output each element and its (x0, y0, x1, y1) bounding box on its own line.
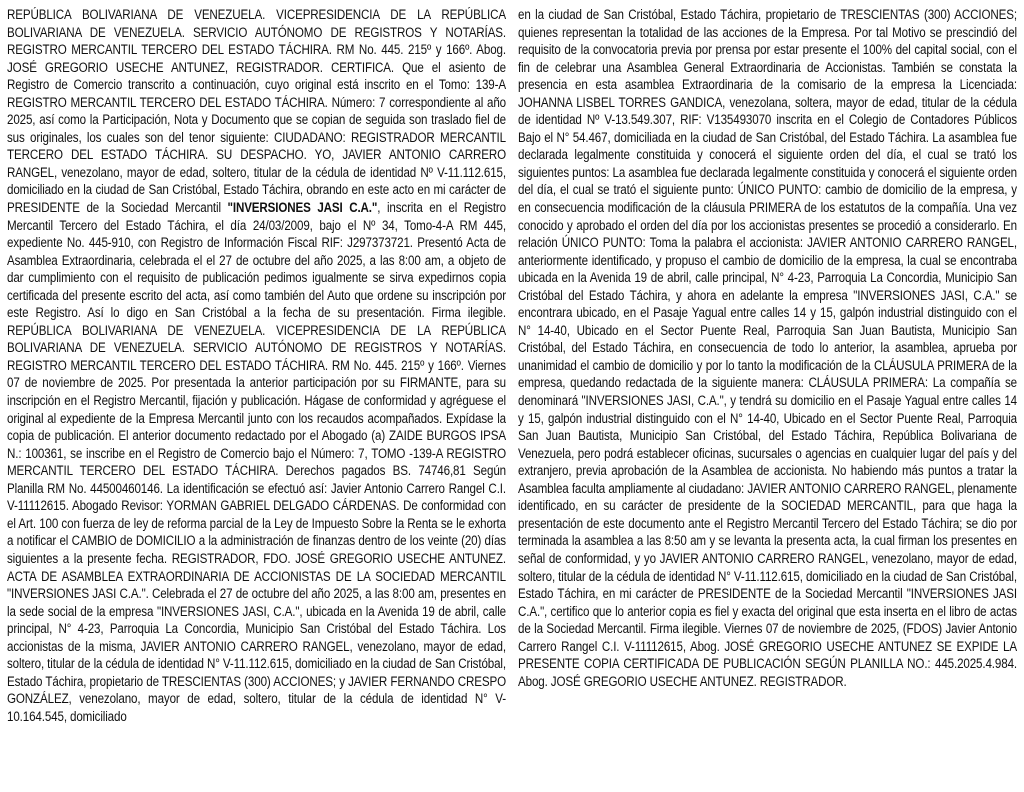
right-column-text: en la ciudad de San Cristóbal, Estado Táchira, propietario de TRESCIENTAS (300) ACCIONES; quienes representan la totalidad de las acciones de la Empresa. Por tal Motivo se prescindió del requisito de la convocatoria previa por prensa por estar presente el 100% del capital social, con el fin de celebrar una Asamblea General Extraordinaria de Accionistas. También se constata la presencia en esta asamblea Extraordinaria de la comisario de la empresa la Licenciada: JOHANNA LISBEL TORRES GANDICA, venezolana, soltera, mayor de edad, titular de la cédula de identidad Nº V-13.549.307, RIF: V135493070 inscrita en el Colegio de Contadores Públicos Bajo el N° 54.467, domiciliada en la ciudad de San Cristóbal, del Estado Táchira. La asamblea fue declarada legalmente constituida y conocerá el siguiente orden del día, el cual se trató los siguientes puntos: La asamblea fue declarada legalmente constituida y conocerá el siguiente orden del día, el cual se trató el siguiente punto: ÚNICO PUNTO: cambio de domicilio de la empresa, y en consecuencia modificación de la cláusula PRIMERA de los estatutos de la compañía. Una vez conocido y aprobado el orden del día por los accionistas presentes se procedió a considerarlo. En relación ÚNICO PUNTO: Toma la palabra el accionista: JAVIER ANTONIO CARRERO RANGEL, anteriormente identificado, y propuso el cambio de domicilio de la empresa, la cual se encontraba ubicada en la Avenida 19 de abril, calle principal, N° 4-23, Parroquia La Concordia, Municipio San Cristóbal del Estado Táchira, y ahora en adelante la empresa "INVERSIONES JASI, C.A." se encontrara ubicado, en el Pasaje Yagual entre calles 14 y 15, galpón industrial distinguido con el N° 14-40, Ubicado en el Sector Puente Real, Parroquia San Juan Bautista, Municipio San Cristóbal, del Estado Táchira, en consecuencia de todo lo anterior, la asamblea, aprueba por unanimidad el cambio de domicilio y por lo tanto la modificación de la CLÁUSULA PRIMERA de la empresa, quedando redactada de la siguiente manera: CLÁUSULA PRIMERA: La compañía se denominará "INVERSIONES JASI, C.A.", y tendrá su domicilio en el Pasaje Yagual entre calles 14 y 15, galpón industrial distinguido con el N° 14-40, Ubicado en el Sector Puente Real, Parroquia San Juan Bautista, Municipio San Cristóbal, del Estado Táchira, República Bolivariana de Venezuela, pero podrá establecer oficinas, sucursales o agencias en cualquier lugar del país y del extranjero, previa aprobación de la Asamblea de accionista. No habiendo más puntos a tratar la Asamblea faculta ampliamente al ciudadano: JAVIER ANTONIO CARRERO RANGEL, plenamente identificado, en su carácter de presidente de la SOCIEDAD MERCANTIL, para que haga la presentación de este documento ante el Registro Mercantil Tercero del Estado Táchira; se dio por terminada la asamblea a las 8:50 am y se levanta la presenta acta, la cual firman los presentes en señal de conformidad, y yo JAVIER ANTONIO CARRERO RANGEL, venezolano, mayor de edad, soltero, titular de la cédula de identidad N° V-11.112.615, domiciliado en la ciudad de San Cristóbal, Estado Táchira, en mi carácter de PRESIDENTE de la Sociedad Mercantil "INVERSIONES JASI C.A.", certifico que lo anterior copia es fiel y exacta del original que esta inserta en el libro de actas de la Sociedad Mercantil. Firma ilegible. Viernes 07 de noviembre de 2025, (FDOS) Javier Antonio Carrero Rangel C.I. V-11112615, Abog. JOSÉ GREGORIO USECHE ANTUNEZ SE EXPIDE LA PRESENTE COPIA CERTIFICADA DE PUBLICACIÓN SEGÚN PLANILLA NO.: 445.2025.4.984. Abog. JOSÉ GREGORIO USECHE ANTUNEZ. REGISTRADOR. (518, 7, 1017, 689)
company-name-bold: "INVERSIONES JASI C.A." (227, 200, 378, 216)
left-column-text (7, 6, 506, 725)
left-text-part-2: , inscrita en el Registro Mercantil Tercero del Estado Táchira, el día 24/03/2009, bajo el Nº 34, Tomo-4-A RM 445, expediente No. 445-910, con Registro de Información Fiscal RIF: J297373721. Presentó Acta de Asamblea Extraordinaria, celebrada el el 27 de octubre del año 2025, a las 8:00 am, a objeto de dar cumplimiento con el requisito de publicación pedimos igualmente se sirva expedirnos copia certificada del presente escrito del acta, así como también del Auto que ordene su inscripción por este Registro. Así lo digo en San Cristóbal a la fecha de su presentación. Firma ilegible. REPÚBLICA BOLIVARIANA DE VENEZUELA. VICEPRESIDENCIA DE LA REPÚBLICA BOLIVARIANA DE VENEZUELA. SERVICIO AUTÓNOMO DE REGISTROS Y NOTARÍAS. REGISTRO MERCANTIL TERCERO DEL ESTADO TÁCHIRA. RM No. 445. 215º y 166º. Viernes 07 de noviembre de 2025. Por presentada la anterior participación por su FIRMANTE, para su inscripción en el Registro Mercantil, fijación y publicación. Hágase de conformidad y agréguese el original al expediente de la Empresa Mercantil junto con los recaudos acompañados. Expídase la copia de publicación. El anterior documento redactado por el Abogado (a) ZAIDE BURGOS IPSA N.: 100361, se inscribe en el Registro de Comercio bajo el Número: 7, TOMO -139-A REGISTRO MERCANTIL TERCERO DEL ESTADO TÁCHIRA. Derechos pagados BS. 74746,81 Según Planilla RM No. 44500460146. La identificación se efectuó así: Javier Antonio Carrero Rangel C.I. V-11112615. Abogado Revisor: YORMAN GABRIEL DELGADO CÁRDENAS. De conformidad con el Art. 100 con fuerza de ley de reforma parcial de la Ley de Impuesto Sobre la Renta se le exhorta a notificar el CAMBIO de DOMICILIO a la administración de finanzas dentro de los veinte (20) días siguientes a la presente fecha. REGISTRADOR, FDO. JOSÉ GREGORIO USECHE ANTUNEZ. ACTA DE ASAMBLEA EXTRAORDINARIA DE ACCIONISTAS DE LA SOCIEDAD MERCANTIL "INVERSIONES JASI C.A.". Celebrada el 27 de octubre del año 2025, a las 8:00 am, presentes en la sede social de la empresa "INVERSIONES JASI, C.A.", ubicada en la Avenida 19 de abril, calle principal, N° 4-23, Parroquia La Concordia, Municipio San Cristóbal del Estado Táchira. Los accionistas de la misma, JAVIER ANTONIO CARRERO RANGEL, venezolano, mayor de edad, soltero, titular de la cédula de identidad N° V-11.112.615, domiciliado en la ciudad de San Cristóbal, Estado Táchira, propietario de TRESCIENTAS (300) ACCIONES; y JAVIER FERNANDO CRESPO GONZÁLEZ, venezolano, mayor de edad, soltero, titular de la cédula de identidad N° V-10.164.545, domiciliado (7, 200, 506, 724)
right-column-wrapper (518, 6, 1017, 788)
left-text-part-1: REPÚBLICA BOLIVARIANA DE VENEZUELA. VICEPRESIDENCIA DE LA REPÚBLICA BOLIVARIANA DE VENEZUELA. SERVICIO AUTÓNOMO DE REGISTROS Y NOTARÍAS. REGISTRO MERCANTIL TERCERO DEL ESTADO TÁCHIRA. RM No. 445. 215º y 166º. Abog. JOSÉ GREGORIO USECHE ANTUNEZ, REGISTRADOR. CERTIFICA. Que el asiento de Registro de Comercio transcrito a continuación, cuyo original está inscrito en el Tomo: 139-A REGISTRO MERCANTIL TERCERO DEL ESTADO TÁCHIRA. Número: 7 correspondiente al año 2025, así como la Participación, Nota y Documento que se copian de seguida son traslado fiel de sus originales, los cuales son del tenor siguiente: CIUDADANO: REGISTRADOR MERCANTIL TERCERO DEL ESTADO TÁCHIRA. SU DESPACHO. YO, JAVIER ANTONIO CARRERO RANGEL, venezolano, mayor de edad, soltero, titular de la cédula de identidad Nº V-11.112.615, domiciliado en la ciudad de San Cristóbal, Estado Táchira, obrando en este acto en mi carácter de PRESIDENTE de la Sociedad Mercantil (7, 7, 506, 216)
left-column-wrapper (7, 6, 506, 788)
